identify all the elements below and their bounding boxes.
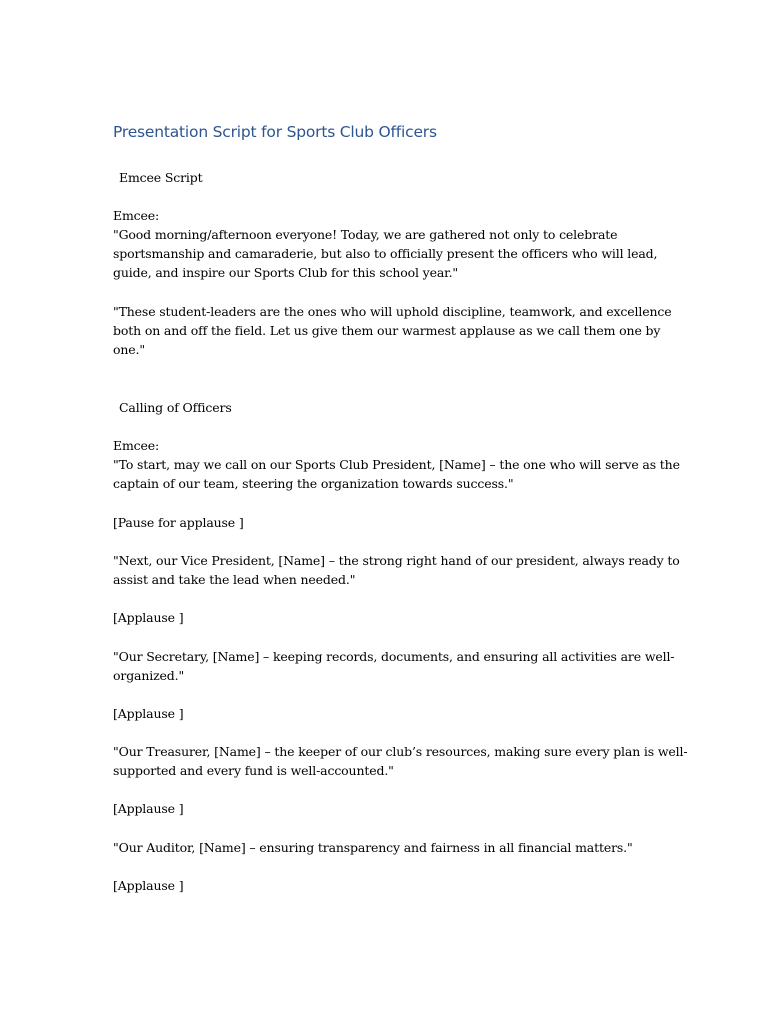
paragraph-line: organized." — [113, 668, 185, 683]
speaker-label: Emcee: — [113, 438, 160, 453]
stage-direction: [Pause for applause ] — [113, 515, 244, 530]
document-title: Presentation Script for Sports Club Officers — [113, 123, 437, 141]
section-heading-emcee-script: Emcee Script — [119, 170, 203, 185]
paragraph-line: guide, and inspire our Sports Club for this school year." — [113, 265, 459, 280]
paragraph-line: "These student-leaders are the ones who will uphold discipline, teamwork, and excellence — [113, 304, 672, 319]
paragraph-line: "Our Auditor, [Name] – ensuring transparency and fairness in all financial matters." — [113, 840, 633, 855]
paragraph-line: supported and every fund is well-accounted." — [113, 763, 394, 778]
paragraph-line: "Our Secretary, [Name] – keeping records, documents, and ensuring all activities are well- — [113, 649, 675, 664]
section-heading-calling-of-officers: Calling of Officers — [119, 400, 232, 415]
paragraph-line: one." — [113, 342, 145, 357]
paragraph-line: captain of our team, steering the organization towards success." — [113, 476, 514, 491]
stage-direction: [Applause ] — [113, 801, 184, 816]
paragraph-line: "Good morning/afternoon everyone! Today, we are gathered not only to celebrate — [113, 227, 618, 242]
speaker-label: Emcee: — [113, 208, 160, 223]
paragraph-line: "To start, may we call on our Sports Club President, [Name] – the one who will serve as the — [113, 457, 680, 472]
stage-direction: [Applause ] — [113, 878, 184, 893]
stage-direction: [Applause ] — [113, 706, 184, 721]
paragraph-line: assist and take the lead when needed." — [113, 572, 356, 587]
paragraph-line: "Next, our Vice President, [Name] – the strong right hand of our president, always ready to — [113, 553, 680, 568]
stage-direction: [Applause ] — [113, 610, 184, 625]
paragraph-line: both on and off the field. Let us give them our warmest applause as we call them one by — [113, 323, 661, 338]
paragraph-line: "Our Treasurer, [Name] – the keeper of our club’s resources, making sure every plan is well- — [113, 744, 688, 759]
paragraph-line: sportsmanship and camaraderie, but also to officially present the officers who will lead, — [113, 246, 658, 261]
